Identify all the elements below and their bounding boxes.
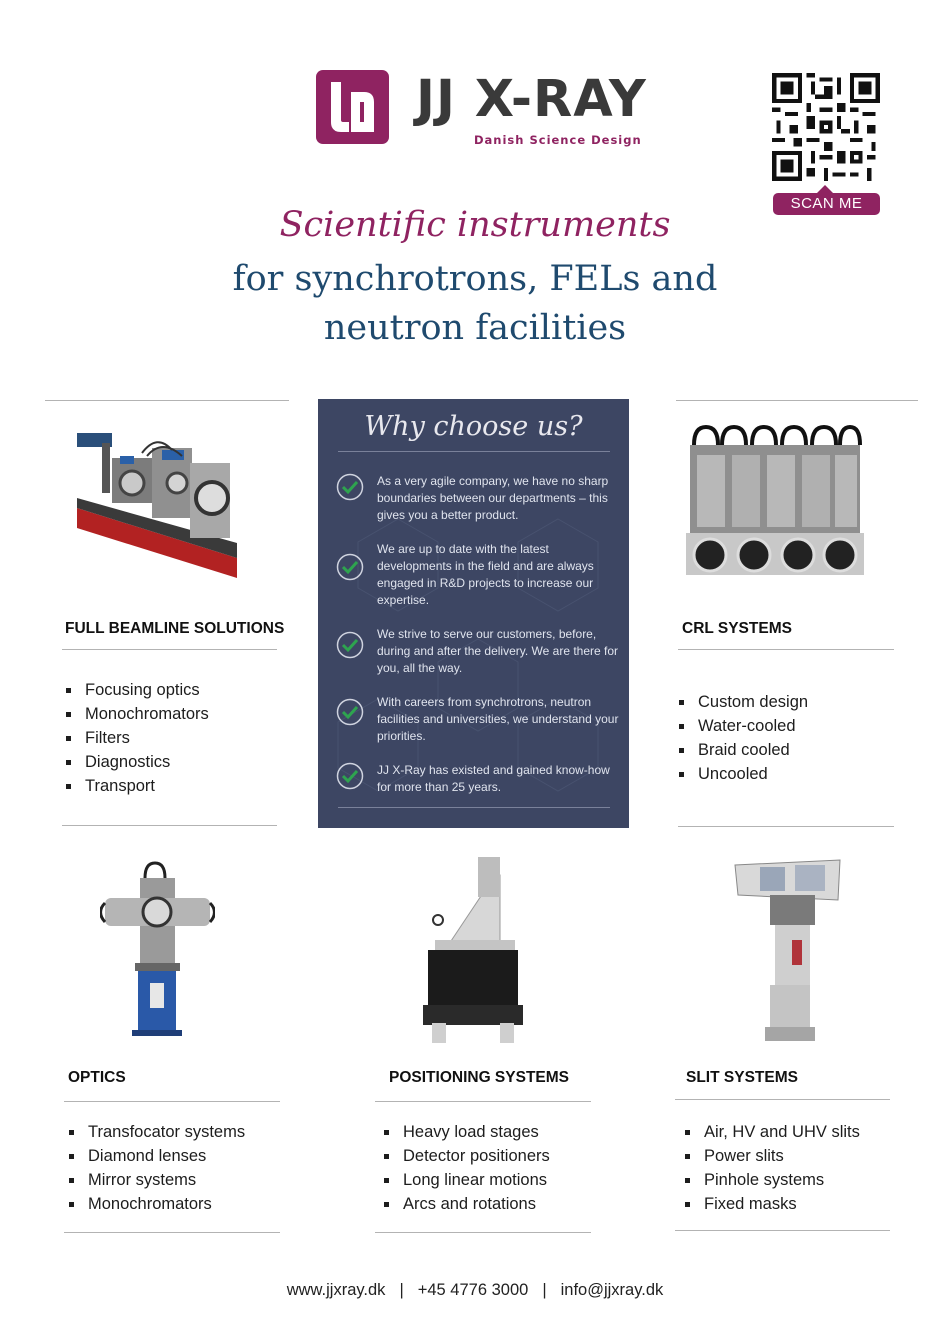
divider	[375, 1101, 591, 1102]
divider	[375, 1232, 591, 1233]
headline-italic: Scientific instruments	[279, 205, 671, 245]
list-item: Mirror systems	[67, 1168, 245, 1192]
divider	[675, 1230, 890, 1231]
list-item: Custom design	[677, 690, 808, 714]
divider	[62, 825, 277, 826]
divider	[675, 1099, 890, 1100]
list-item: Transport	[64, 774, 209, 798]
divider	[676, 400, 918, 401]
list-item: Filters	[64, 726, 209, 750]
why-item-text: We strive to serve our customers, before, during and after the delivery. We are there for you, all the way.	[377, 627, 619, 675]
why-item-text: As a very agile company, we have no sharp boundaries between our departments – this gives you a better product.	[377, 474, 609, 522]
list-item: Fixed masks	[683, 1192, 860, 1216]
list-item: Water-cooled	[677, 714, 808, 738]
footer-separator: |	[399, 1281, 404, 1299]
check-circle-icon	[336, 762, 364, 790]
crl-instrument-image	[682, 425, 868, 585]
qr-code-icon[interactable]	[772, 73, 880, 181]
crl-list	[677, 690, 808, 786]
list-item: Heavy load stages	[382, 1120, 550, 1144]
why-item-text: With careers from synchrotrons, neutron facilities and universities, we understand your priorities.	[377, 695, 619, 743]
why-choose-us-panel	[318, 399, 629, 828]
list-item: Power slits	[683, 1144, 860, 1168]
check-circle-icon	[336, 553, 364, 581]
scan-me-badge[interactable]: SCAN ME	[773, 193, 880, 215]
list-item: Diagnostics	[64, 750, 209, 774]
list-item: Arcs and rotations	[382, 1192, 550, 1216]
list-item: Monochromators	[64, 702, 209, 726]
check-circle-icon	[336, 698, 364, 726]
optics-instrument-image	[100, 858, 215, 1038]
divider	[62, 649, 277, 650]
list-item: Diamond lenses	[67, 1144, 245, 1168]
positioning-instrument-image	[420, 855, 525, 1045]
list-item: Transfocator systems	[67, 1120, 245, 1144]
check-circle-icon	[336, 473, 364, 501]
section-title-beamline: FULL BEAMLINE SOLUTIONS	[65, 620, 285, 637]
list-item: Pinhole systems	[683, 1168, 860, 1192]
jj-xray-logo-icon	[316, 70, 389, 144]
beamline-instrument-image	[72, 428, 242, 588]
email-link[interactable]: info@jjxray.dk	[560, 1281, 664, 1299]
list-item: Air, HV and UHV slits	[683, 1120, 860, 1144]
why-item-text: JJ X-Ray has existed and gained know-how for more than 25 years.	[377, 763, 610, 794]
list-item: Long linear motions	[382, 1168, 550, 1192]
divider	[64, 1232, 280, 1233]
divider	[45, 400, 289, 401]
divider	[338, 807, 610, 808]
section-title-slit: SLIT SYSTEMS	[686, 1069, 798, 1086]
divider	[678, 826, 894, 827]
headline-line-2: for synchrotrons, FELs and	[232, 259, 718, 299]
divider	[678, 649, 894, 650]
footer-separator: |	[542, 1281, 547, 1299]
footer	[0, 1281, 950, 1300]
positioning-list	[382, 1120, 550, 1216]
divider	[338, 451, 610, 452]
list-item: Focusing optics	[64, 678, 209, 702]
why-title: Why choose us?	[364, 411, 583, 442]
beamline-list	[64, 678, 209, 798]
headline-line-3: neutron facilities	[323, 308, 627, 348]
list-item: Detector positioners	[382, 1144, 550, 1168]
why-item-text: We are up to date with the latest developments in the field and are always engaged in R&D projects to increase our expertise.	[377, 542, 594, 607]
list-item: Uncooled	[677, 762, 808, 786]
phone-link[interactable]: +45 4776 3000	[417, 1281, 529, 1299]
section-title-crl: CRL SYSTEMS	[682, 620, 792, 637]
slit-instrument-image	[730, 855, 845, 1045]
check-circle-icon	[336, 631, 364, 659]
headline	[0, 255, 950, 353]
list-item: Monochromators	[67, 1192, 245, 1216]
list-item: Braid cooled	[677, 738, 808, 762]
brand-tagline: Danish Science Design	[474, 133, 642, 147]
website-link[interactable]: www.jjxray.dk	[286, 1281, 386, 1299]
slit-list	[683, 1120, 860, 1216]
divider	[64, 1101, 280, 1102]
section-title-optics: OPTICS	[68, 1069, 126, 1086]
optics-list	[67, 1120, 245, 1216]
brand-name: JJ X-RAY	[416, 70, 647, 129]
section-title-positioning: POSITIONING SYSTEMS	[389, 1069, 569, 1086]
